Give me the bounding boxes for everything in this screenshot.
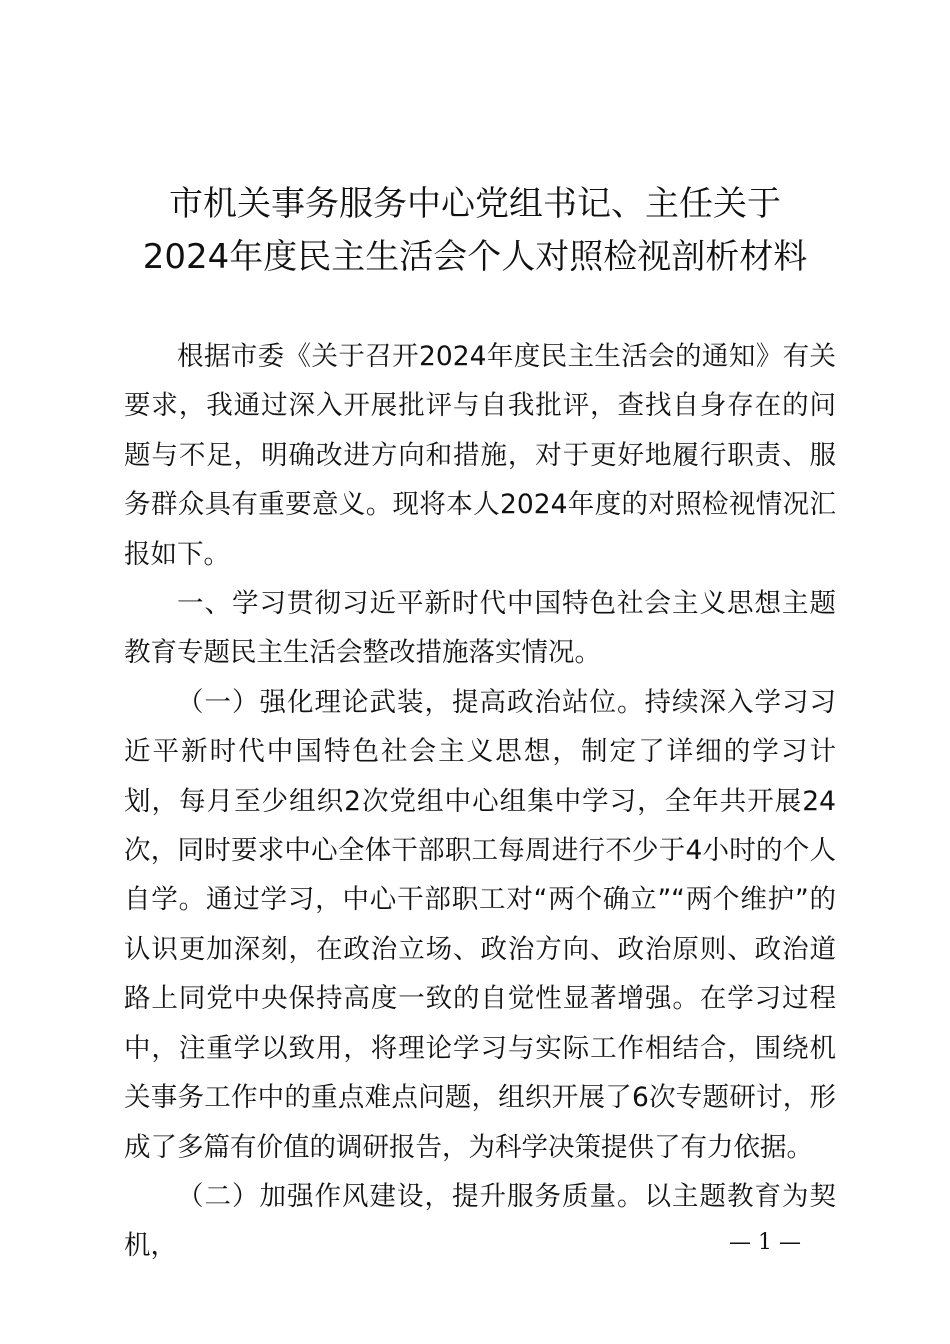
page-number: — 1 — (729, 1230, 801, 1255)
document-body (124, 332, 836, 1271)
document-title (120, 178, 830, 284)
paragraph-intro: 根据市委《关于召开2024年度民主生活会的通知》有关要求，我通过深入开展批评与自我批评，查找自身存在的问题与不足，明确改进方向和措施，对于更好地履行职责、服务群众具有重要意义。现将本人2024年度的对照检视情况汇报如下。 (124, 341, 836, 570)
paragraph-subsection-2: （二）加强作风建设，提升服务质量。以主题教育为契机， (124, 1180, 836, 1262)
title-line-1: 市机关事务服务中心党组书记、主任关于 (169, 184, 781, 224)
title-line-2: 2024年度民主生活会个人对照检视剖析材料 (142, 237, 808, 277)
paragraph-subsection-1: （一）强化理论武装，提高政治站位。持续深入学习习近平新时代中国特色社会主义思想，制定了详细的学习计划，每月至少组织2次党组中心组集中学习，全年共开展24次，同时要求中心全体干部职工每周进行不少于4小时的个人自学。通过学习，中心干部职工对“两个确立”“两个维护”的认识更加深刻，在政治立场、政治方向、政治原则、政治道路上同党中央保持高度一致的自觉性显著增强。在学习过程中，注重学以致用，将理论学习与实际工作相结合，围绕机关事务工作中的重点难点问题，组织开展了6次专题研讨，形成了多篇有价值的调研报告，为科学决策提供了有力依据。 (124, 686, 836, 1163)
paragraph-section-1-heading: 一、学习贯彻习近平新时代中国特色社会主义思想主题教育专题民主生活会整改措施落实情况。 (124, 588, 836, 669)
